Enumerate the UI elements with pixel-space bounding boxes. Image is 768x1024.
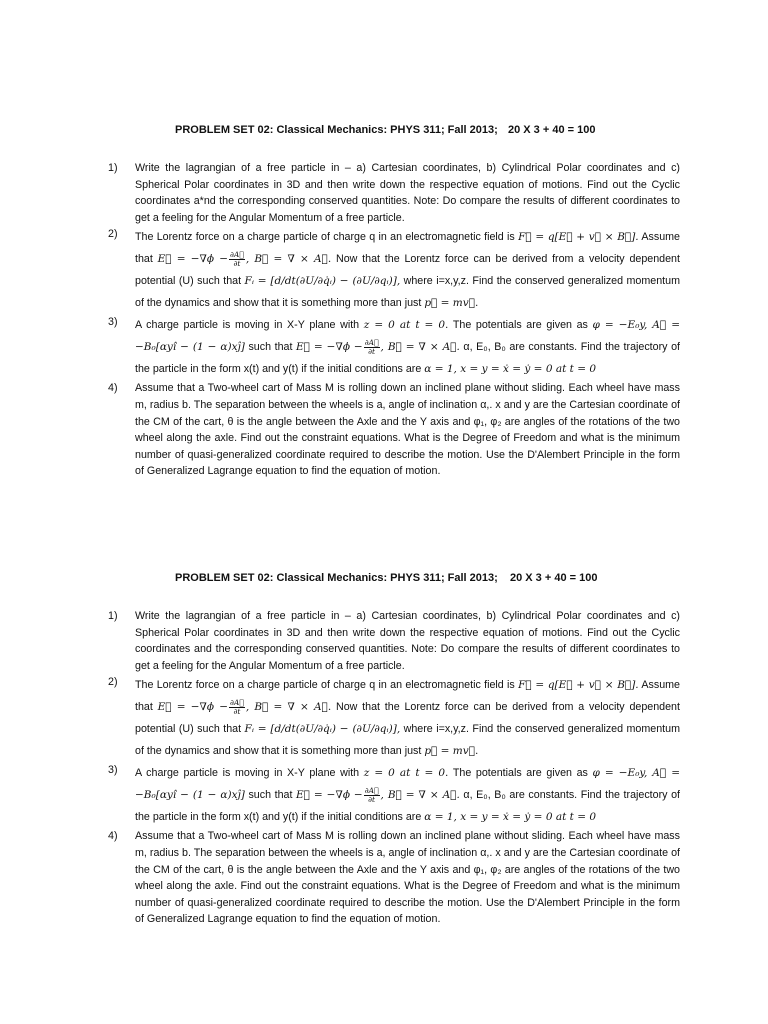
fraction-numerator: ∂A⃗ [230, 250, 244, 260]
magnetic-field-equation: , B⃗ = ∇ × A⃗. [380, 341, 460, 354]
text-run: The Lorentz force on a charge particle of charge q in an electromagnetic field is [135, 679, 519, 692]
potential-equation: φ = −E₀y, A⃗ = −B₀[αyî − (1 − α)xĵ] [135, 767, 680, 802]
question-number: 3) [108, 316, 118, 329]
generalized-force-equation: Fᵢ = [d/dt(∂U/∂q̇ᵢ) − (∂U/∂qᵢ)], [244, 275, 401, 288]
fraction-denominator: ∂t [368, 795, 376, 805]
question-number: 1) [108, 610, 118, 622]
question-2 [0, 674, 768, 762]
question-3 [0, 762, 768, 828]
text-run: where i=x,y,z. Find the conserved generalized momentum of the dynamics and show that it is something more than just [135, 275, 680, 310]
question-text: Write the lagrangian of a free particle in – a) Cartesian coordinates, b) Cylindrical Polar coordinates and c) Spherical Polar coordinates in 3D and then write down the respective equation of motions. Find out the Cyclic coordinates a*nd the corresponding conserved quantities. Note: Do compare the results of different coordinates to get a feeling for the Angular Momentum of a free particle. [135, 162, 680, 224]
momentum-equation: p⃗ = mv⃗. [424, 297, 479, 310]
question-text [135, 226, 680, 314]
text-run: The potentials are given as [448, 767, 593, 780]
problem-set [0, 572, 768, 928]
initial-conditions-equation: α = 1, x = y = ẋ = ẏ = 0 at t = 0 [424, 811, 597, 824]
potential-equation: φ = −E₀y, A⃗ = −B₀[αyî − (1 − α)xĵ] [135, 319, 680, 354]
text-run: A charge particle is moving in X-Y plane with [135, 319, 364, 332]
electric-field-equation: E⃗ = −∇ϕ − [296, 341, 363, 354]
lorentz-force-equation: F⃗ = q[E⃗ + v⃗ × B⃗]. [518, 231, 639, 244]
question-4 [0, 380, 768, 480]
fraction-numerator: ∂A⃗ [364, 338, 379, 348]
question-text: Assume that a Two-wheel cart of Mass M is rolling down an inclined plane without sliding. Each wheel have mass m, radius b. The separation between the wheels is a, angle of inclination α,. x and y are the Cartesian coordinate of the CM of the cart, θ is the angle between the Axle and the Y axis and φ₁, φ₂ are angles of the rotations of the two wheel along the axle. Find out the constraint equations. What is the Degree of Freedom and what is the minimum number of quasi-generalized coordinate required to describe the motion. Use the D'Alembert Principle in the form of Generalized Lagrange equation to find the equation of motion. [135, 382, 680, 478]
partial-fraction [364, 787, 380, 804]
question-number: 2) [108, 676, 118, 689]
problem-set-title: PROBLEM SET 02: Classical Mechanics: PHYS 311; Fall 2013; [175, 124, 498, 136]
initial-condition-equation: z = 0 at t = 0. [363, 319, 449, 332]
electric-field-equation: E⃗ = −∇ϕ − [296, 789, 363, 802]
text-run: Assume that [135, 679, 680, 714]
problem-set [0, 124, 768, 480]
momentum-equation: p⃗ = mv⃗. [424, 745, 479, 758]
problem-set-heading [0, 124, 768, 142]
problem-set-title: PROBLEM SET 02: Classical Mechanics: PHYS 311; Fall 2013; [175, 572, 498, 584]
question-text [135, 314, 680, 380]
question-1 [0, 160, 768, 226]
magnetic-field-equation: , B⃗ = ∇ × A⃗. [245, 701, 332, 714]
score-breakdown: 20 X 3 + 40 = 100 [508, 124, 596, 136]
lorentz-force-equation: F⃗ = q[E⃗ + v⃗ × B⃗]. [518, 679, 639, 692]
score-breakdown: 20 X 3 + 40 = 100 [510, 572, 598, 584]
problem-set-heading [0, 572, 768, 590]
text-run: The Lorentz force on a charge particle of charge q in an electromagnetic field is [135, 231, 519, 244]
question-number: 4) [108, 382, 118, 395]
initial-conditions-equation: α = 1, x = y = ẋ = ẏ = 0 at t = 0 [424, 363, 597, 376]
text-run: such that [244, 789, 297, 802]
partial-fraction [229, 251, 245, 268]
question-1 [0, 608, 768, 674]
question-text: Write the lagrangian of a free particle in – a) Cartesian coordinates, b) Cylindrical Polar coordinates and c) Spherical Polar coordinates in 3D and then write down the respective equation of motions. Find out the Cyclic coordinates and the corresponding conserved quantities. Note: Do compare the results of different coordinates to get a feeling for the Angular Momentum of a free particle. [135, 610, 680, 672]
electric-field-equation: E⃗ = −∇ϕ − [157, 253, 229, 266]
text-run: such that [244, 341, 297, 354]
fraction-denominator: ∂t [368, 347, 376, 357]
question-4 [0, 828, 768, 928]
text-run: A charge particle is moving in X-Y plane with [135, 767, 364, 780]
partial-fraction [229, 699, 245, 716]
text-run: Now that the Lorentz force can be derived from a velocity dependent potential (U) such that [135, 701, 680, 736]
question-text [135, 762, 680, 828]
question-list [0, 160, 768, 480]
text-run: Assume that [135, 231, 680, 266]
fraction-denominator: ∂t [233, 707, 241, 717]
magnetic-field-equation: , B⃗ = ∇ × A⃗. [380, 789, 460, 802]
electric-field-equation: E⃗ = −∇ϕ − [157, 701, 229, 714]
question-text: Assume that a Two-wheel cart of Mass M is rolling down an inclined plane without sliding. Each wheel have mass m, radius b. The separation between the wheels is a, angle of inclination α,. x and y are the Cartesian coordinate of the CM of the cart, θ is the angle between the Axle and the Y axis and φ₁, φ₂ are angles of the rotations of the two wheel along the axle. Find out the constraint equations. What is the Degree of Freedom and what is the minimum number of quasi-generalized coordinate required to describe the motion. Use the D'Alembert Principle in the form of Generalized Lagrange equation to find the equation of motion. [135, 830, 680, 926]
question-list [0, 608, 768, 928]
question-number: 2) [108, 228, 118, 241]
text-run: α, E₀, B₀ are constants. Find the trajectory of the particle in the form x(t) and y(t) if the initial conditions are [135, 789, 680, 824]
text-run: Now that the Lorentz force can be derived from a velocity dependent potential (U) such that [135, 253, 680, 288]
fraction-numerator: ∂A⃗ [230, 698, 244, 708]
question-number: 1) [108, 162, 118, 174]
question-text [135, 674, 680, 762]
text-run: where i=x,y,z. Find the conserved generalized momentum of the dynamics and show that it is something more than just [135, 723, 680, 758]
fraction-numerator: ∂A⃗ [364, 786, 379, 796]
question-number: 3) [108, 764, 118, 777]
question-number: 4) [108, 830, 118, 843]
partial-fraction [364, 339, 380, 356]
magnetic-field-equation: , B⃗ = ∇ × A⃗. [245, 253, 332, 266]
question-3 [0, 314, 768, 380]
fraction-denominator: ∂t [233, 259, 241, 269]
question-2 [0, 226, 768, 314]
generalized-force-equation: Fᵢ = [d/dt(∂U/∂q̇ᵢ) − (∂U/∂qᵢ)], [244, 723, 401, 736]
text-run: α, E₀, B₀ are constants. Find the trajectory of the particle in the form x(t) and y(t) if the initial conditions are [135, 341, 680, 376]
initial-condition-equation: z = 0 at t = 0. [363, 767, 449, 780]
text-run: The potentials are given as [448, 319, 593, 332]
